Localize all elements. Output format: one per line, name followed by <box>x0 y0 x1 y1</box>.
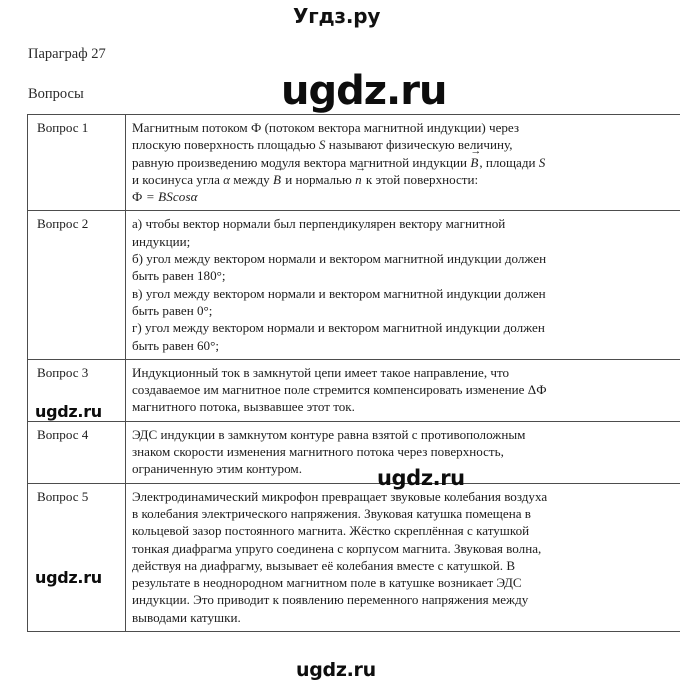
watermark-center: ugdz.ru <box>377 466 465 490</box>
answer-line: плоскую поверхность площадью S называют физическую величину, <box>132 137 513 153</box>
vector-n: n → <box>355 172 363 187</box>
answer-line: индукции; <box>132 233 191 249</box>
answer-line: результате в неоднородном магнитном поле в катушке возникает ЭДС <box>132 575 522 591</box>
formula-magnetic-flux: Ф = BScosα <box>132 189 198 205</box>
table-row <box>28 359 680 421</box>
answer-line: равную произведению модуля вектора магнитной индукции B →, площади S <box>132 154 680 171</box>
answer-line: магнитного потока, вызвавшее этот ток. <box>132 399 355 415</box>
answer-body <box>126 115 680 211</box>
table-row <box>28 483 680 631</box>
answer-body <box>126 483 680 631</box>
answer-line: и косинуса угла α между B → и нормалью n → к этой поверхности: <box>132 171 680 188</box>
vector-B: B → <box>470 155 479 170</box>
answer-line: а) чтобы вектор нормали был перпендикулярен вектору магнитной <box>132 216 506 232</box>
section-title: Вопросы <box>28 86 84 102</box>
answer-line: быть равен 0°; <box>132 302 213 318</box>
question-label: Вопрос 1 <box>28 115 126 211</box>
table-row <box>28 115 680 211</box>
symbol-S: S <box>318 137 326 153</box>
vector-B: B → <box>273 172 282 187</box>
answer-line: кольцевой зазор постоянного магнита. Жёстко скреплённая с катушкой <box>132 523 530 539</box>
answer-line: знаком скорости изменения магнитного потока через поверхность, <box>132 444 504 460</box>
question-label: Вопрос 5 <box>28 483 126 631</box>
question-label: Вопрос 2 <box>28 211 126 359</box>
answer-line: б) угол между вектором нормали и вектором магнитной индукции должен <box>132 251 547 267</box>
answer-line: быть равен 60°; <box>132 337 219 353</box>
symbol-alpha: α <box>223 171 231 187</box>
table-row <box>28 211 680 359</box>
watermark-bottom: ugdz.ru <box>296 659 376 681</box>
watermark-left-upper: ugdz.ru <box>35 402 102 421</box>
site-brand-top: Угдз.ру <box>293 4 381 28</box>
paragraph-title: Параграф 27 <box>28 46 106 62</box>
questions-answers-table <box>27 114 680 632</box>
answer-line: Индукционный ток в замкнутой цепи имеет такое направление, что <box>132 364 510 380</box>
answer-line: действуя на диафрагму, вызывает её колебания вместе с катушкой. В <box>132 557 516 573</box>
answer-line: создаваемое им магнитное поле стремится компенсировать изменение ΔФ <box>132 382 547 398</box>
answer-line: Магнитным потоком Ф (потоком вектора магнитной индукции) через <box>132 120 520 135</box>
answer-line: индукции. Это приводит к появлению переменного напряжения между <box>132 592 529 608</box>
answer-line: Электродинамический микрофон превращает звуковые колебания воздуха <box>132 488 548 504</box>
answer-body <box>126 359 680 421</box>
table-row <box>28 421 680 483</box>
symbol-S: S <box>538 154 546 170</box>
answer-body <box>126 211 680 359</box>
question-label: Вопрос 4 <box>28 421 126 483</box>
answer-body <box>126 421 680 483</box>
answer-line: ограниченную этим контуром. <box>132 461 302 477</box>
answer-line: в колебания электрического напряжения. Звуковая катушка помещена в <box>132 505 531 521</box>
watermark-top: ugdz.ru <box>281 68 447 114</box>
question-label: Вопрос 3 <box>28 359 126 421</box>
answer-line: выводами катушки. <box>132 609 241 625</box>
answer-line: ЭДС индукции в замкнутом контуре равна взятой с противоположным <box>132 426 526 442</box>
answer-line: быть равен 180°; <box>132 268 226 284</box>
watermark-left-lower: ugdz.ru <box>35 568 102 587</box>
page-headings <box>28 44 428 104</box>
answer-line: г) угол между вектором нормали и вектором магнитной индукции должен <box>132 320 545 336</box>
answer-line: в) угол между вектором нормали и вектором магнитной индукции должен <box>132 285 546 301</box>
answer-line: тонкая диафрагма упруго соединена с корпусом магнита. Звуковая волна, <box>132 540 542 556</box>
